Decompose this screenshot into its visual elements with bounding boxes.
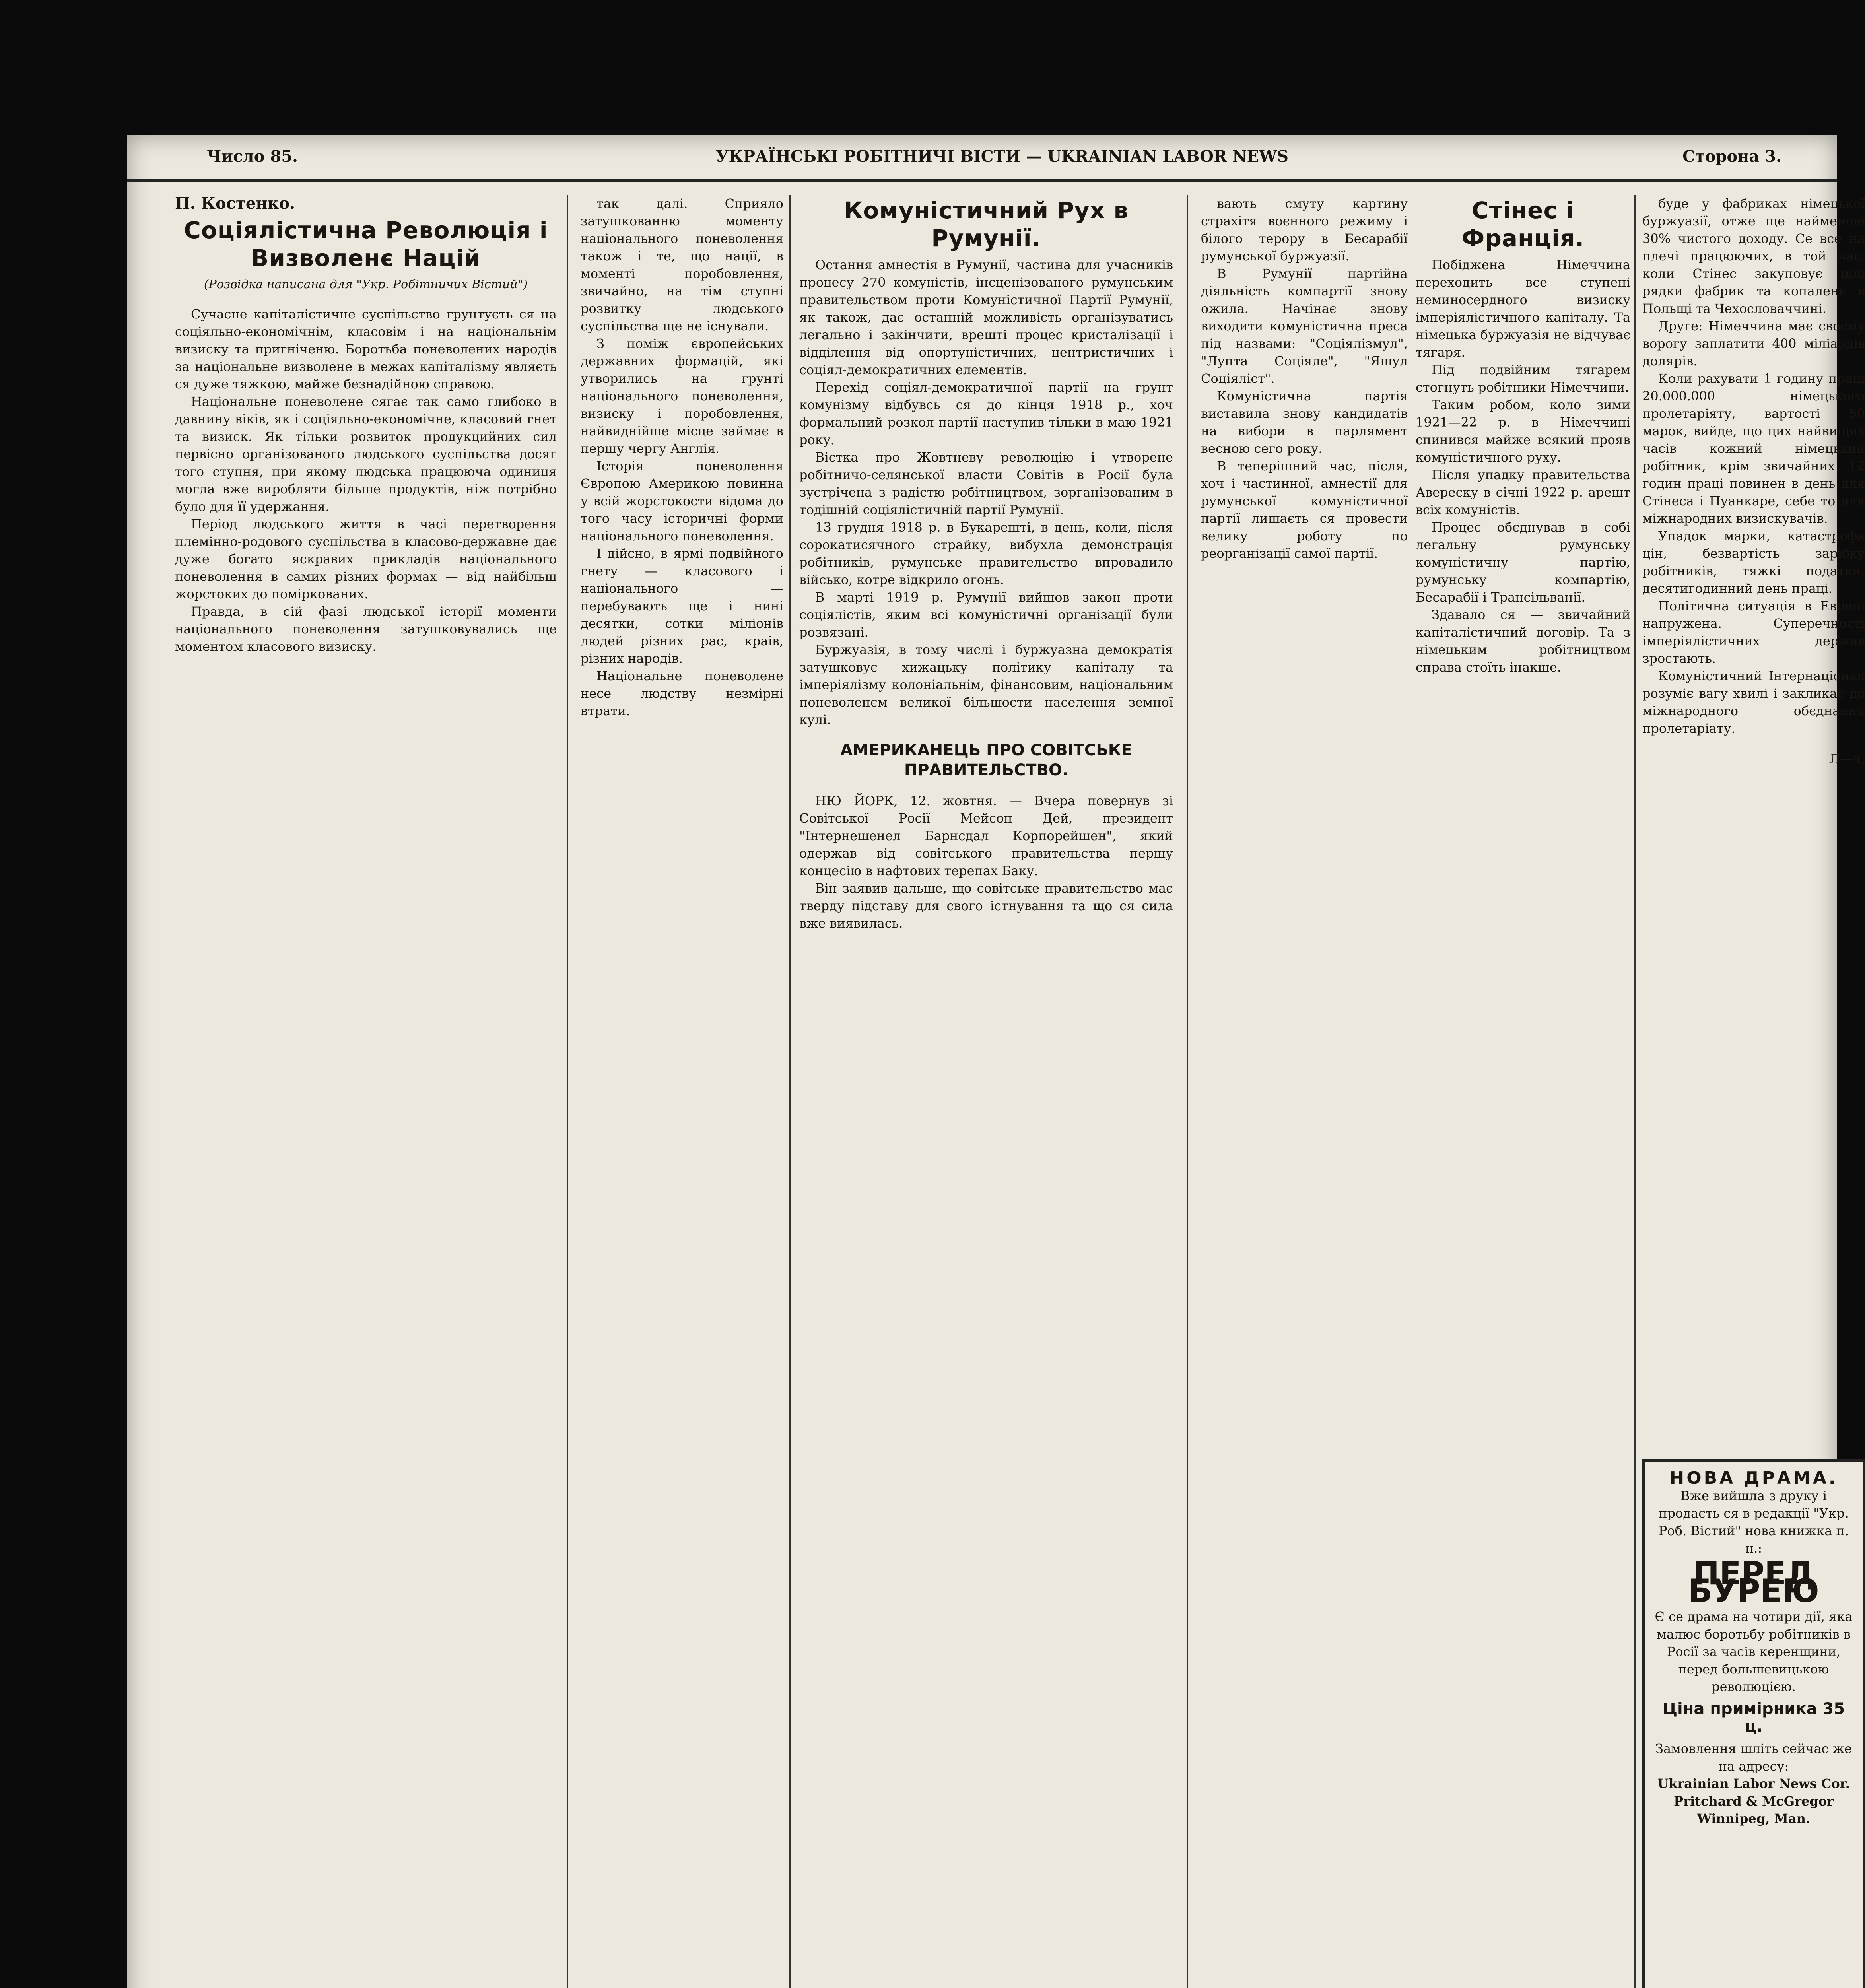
paragraph: В марті 1919 р. Румунії вийшов закон проти соціялістів, яким всі комуністичні організації були розвязані. <box>799 590 1173 640</box>
paragraph: В Румунії партійна діяльність компартії знову ожила. Начінає знову виходити комуністична преса під назвами: "Соціялізмул", "Лупта Соціяле", "Яшул Соціяліст". <box>1201 266 1408 386</box>
paragraph: Комуністична партія виставила знову кандидатів на вибори в парлямент весною сего року. <box>1201 388 1408 456</box>
paragraph: З поміж європейських державних формацій, які утворились на грунті національного поневолення, визиску і поробовлення, найвиднійше місце займає в першу чергу Англія. <box>581 336 783 456</box>
paragraph: Національне поневолене несе людству незмірні втрати. <box>581 668 783 718</box>
article-headline: Соціялістична Революція і Визволенє Націй <box>184 217 548 272</box>
paragraph: В теперішний час, після, хоч і частинної, амнестії для румунської комуністичної партії лишаєть ся провести велику роботу по реорганізації самої партії. <box>1201 458 1408 561</box>
paragraph: вають смуту картину страхітя воєнного режиму і білого терору в Бесарабії румунської буржуазії. <box>1201 196 1408 264</box>
page-number: Сторона 3. <box>1682 147 1781 166</box>
column-rule <box>1634 195 1636 1988</box>
article-signature: Л—ч. <box>1829 751 1865 766</box>
paragraph: Таким робом, коло зими 1921—22 р. в Німеччині спинився майже всякий прояв комуністичного руху. <box>1416 397 1630 465</box>
ad-order: Замовлення шліть сейчас же на адресу: <box>1655 1741 1852 1774</box>
ad-price: Ціна примірника 35 ц. <box>1662 1700 1845 1736</box>
paragraph: Історія поневолення Європою Америкою повинна у всій жорстокости відома до того часу історичні форми національного поневолення. <box>581 458 783 544</box>
column-rule <box>567 195 568 1988</box>
paragraph: 13 грудня 1918 р. в Букарешті, в день, коли, після сорокатисячного страйку, вибухла демонстрація робітників, румунське правительство впровадило військо, котре відкрило огонь. <box>799 520 1173 587</box>
paragraph: буде у фабриках німецької буржуазії, отже ще найменше 30% чистого доходу. Се все на плечі працюючих, в той час, коли Стінес закуповує цілі рядки фабрик та копалень в Польщі та Чехословаччині. <box>1642 196 1865 316</box>
paragraph: Остання амнестія в Румунії, частина для учасників процесу 270 комуністів, інсценізованого румунським правительством проти Комуністичної Партії Румунії, як також, дає останній можливість організуватись легально і закінчити, врешті процес кристалізації і відділення від опортуністичних, центристичних і соціял-демократичних елементів. <box>799 257 1173 377</box>
article-stinnes <box>1416 195 1630 1988</box>
paragraph: Перехід соціял-демократичної партії на грунт комунізму відбувсь ся до кінця 1918 р., хоч формальний розкол партії наступив тільки в маю 1921 року. <box>799 380 1173 447</box>
news-headline: АМЕРИКАНЕЦЬ ПРО СОВІТСЬКЕ ПРАВИТЕЛЬСТВО. <box>840 741 1132 779</box>
paragraph: Правда, в сій фазі людської історії моменти національного поневолення затушковувались ще моментом класового визиску. <box>175 604 557 654</box>
paragraph: Після упадку правительства Авереску в січні 1922 р. арешт всіх комуністів. <box>1416 467 1630 517</box>
ad-heading: НОВА ДРАМА. <box>1669 1468 1838 1488</box>
paragraph: Упадок марки, катастрофа цін, безвартість зарібку робітників, тяжкі податки, десятигодинний день праці. <box>1642 528 1865 596</box>
paragraph: Сучасне капіталістичне суспільство грунтуєть ся на соціяльно-економічнім, класовім і на національнім визиску та пригніченю. Боротьба поневолених народів за національне визволене в межах капіталізму являєть ся дуже тяжкою, майже безнадійною справою. <box>175 307 557 392</box>
page-header <box>127 135 1837 182</box>
column-rule <box>1187 195 1188 1988</box>
article-headline: Комуністичний Рух в Румунії. <box>843 197 1129 252</box>
paragraph: Період людського життя в часі перетворення племінно-родового суспільства в класово-державне дає дуже богато яскравих прикладів національного поневолення в самих різних формах — від найбільш жорстоких до поміркованих. <box>175 516 557 602</box>
article-romania-continued <box>1201 195 1408 1988</box>
newspaper-page <box>127 135 1865 1988</box>
paragraph: Побіджена Німеччина переходить все ступені неминосердного визиску імперіялістичного капіталу. Та німецька буржуазія не відчуває тягаря. <box>1416 257 1630 360</box>
paragraph: Під подвійним тягарем стогнуть робітники Німеччини. <box>1416 362 1630 395</box>
ad-intro: Вже вийшла з друку і продаєть ся в редакції "Укр. Роб. Вістий" нова книжка п. н.: <box>1658 1488 1849 1556</box>
paragraph: Комуністичний Інтернаціонал розуміє вагу хвилі і закликає до міжнародного обєднання пролетаріату. <box>1642 668 1865 736</box>
paragraph: Друге: Німеччина має своєму ворогу заплатити 400 міліардів долярів. <box>1642 318 1865 369</box>
paragraph: Процес обєднував в собі легальну румунську комуністичну партію, румунську компартію, Бесарабії і Трансільванії. <box>1416 520 1630 605</box>
ad-address: Ukrainian Labor News Cor. Pritchard & McGregor Winnipeg, Man. <box>1657 1776 1850 1826</box>
masthead: УКРАЇНСЬКІ РОБІТНИЧІ ВІСТИ — UKRAINIAN LABOR NEWS <box>716 147 1288 166</box>
paragraph: Буржуазія, в тому числі і буржуазна демократія затушковує хижацьку політику капіталу та імперіялізму колоніальнім, фінансовим, національним поневоленєм великої більшости населення земної кулі. <box>799 642 1173 727</box>
ad-body: Є се драма на чотири дії, яка малює боротьбу робітників в Росії за часів керенщини, перед большевицькою революцією. <box>1655 1609 1853 1694</box>
drama-advertisement <box>1642 1459 1865 1988</box>
column-rule <box>789 195 791 1988</box>
article-author: П. Костенко. <box>175 194 295 213</box>
issue-number: Число 85. <box>207 147 298 166</box>
paragraph: Політична ситуація в Европі напружена. Суперечності імперіялістичних держав зростають. <box>1642 598 1865 666</box>
article-revolution <box>175 195 557 1988</box>
article-headline: Стінес і Франція. <box>1461 197 1585 252</box>
paragraph: Вістка про Жовтневу революцію і утворене робітничо-селянської власти Совітів в Росії була зустрічена з радістю робітництвом, зорганізованим в тодішній соціялістичній партії Румунії. <box>799 450 1173 517</box>
paragraph: Здавало ся — звичайний капіталістичний договір. Та з німецьким робітництвом справа стоїть інакше. <box>1416 607 1630 675</box>
paragraph: І дійсно, в ярмі подвійного гнету — класового і національного — перебувають ще і нині десятки, сотки міліонів людей різних рас, краів, різних народів. <box>581 546 783 666</box>
article-stinnes-continued <box>1642 195 1865 1988</box>
article-revolution-continued <box>581 195 783 1988</box>
paragraph: так далі. Сприяло затушкованню моменту національного поневолення також і те, що нації, в моменті поробовлення, звичайно, на тім ступні розвитку людського суспільства ще не існували. <box>581 196 783 334</box>
paragraph: Національне поневолене сягає так само глибоко в давнину віків, як і соціяльно-економічне, класовий гнет та визиск. Як тільки розвиток продукцийних сил первісно організованого людського суспільства досяг того ступня, при якому людська працююча одиниця могла вже виробляти більше продуктів, ніж потрібно було для її удержання. <box>175 394 557 514</box>
paragraph: Він заявив дальше, що совітське правительство має тверду підставу для свого істнування та що ся сила вже виявилась. <box>799 881 1173 931</box>
ad-book-title: ПЕРЕД БУРЕЮ <box>1688 1555 1819 1609</box>
article-romania <box>799 195 1173 1988</box>
paragraph: Коли рахувати 1 годину праці 20.000.000 німецького пролетаріяту, вартості 50 марок, вийде, що цих найвищих часів кожний німецький робітник, крім звичайних 12 годин праці повинен в день для Стінеса і Пуанкаре, себе то для міжнародних визискувачів. <box>1642 371 1865 526</box>
paragraph: НЮ ЙОРК, 12. жовтня. — Вчера повернув зі Совітської Росії Мейсон Дей, президент "Інтернешенел Барнсдал Корпорейшен", який одержав від совітського правительства першу концесію в нафтових терепах Баку. <box>799 793 1173 878</box>
article-subtitle: (Розвідка написана для "Укр. Робітничих Вістий") <box>204 278 528 291</box>
